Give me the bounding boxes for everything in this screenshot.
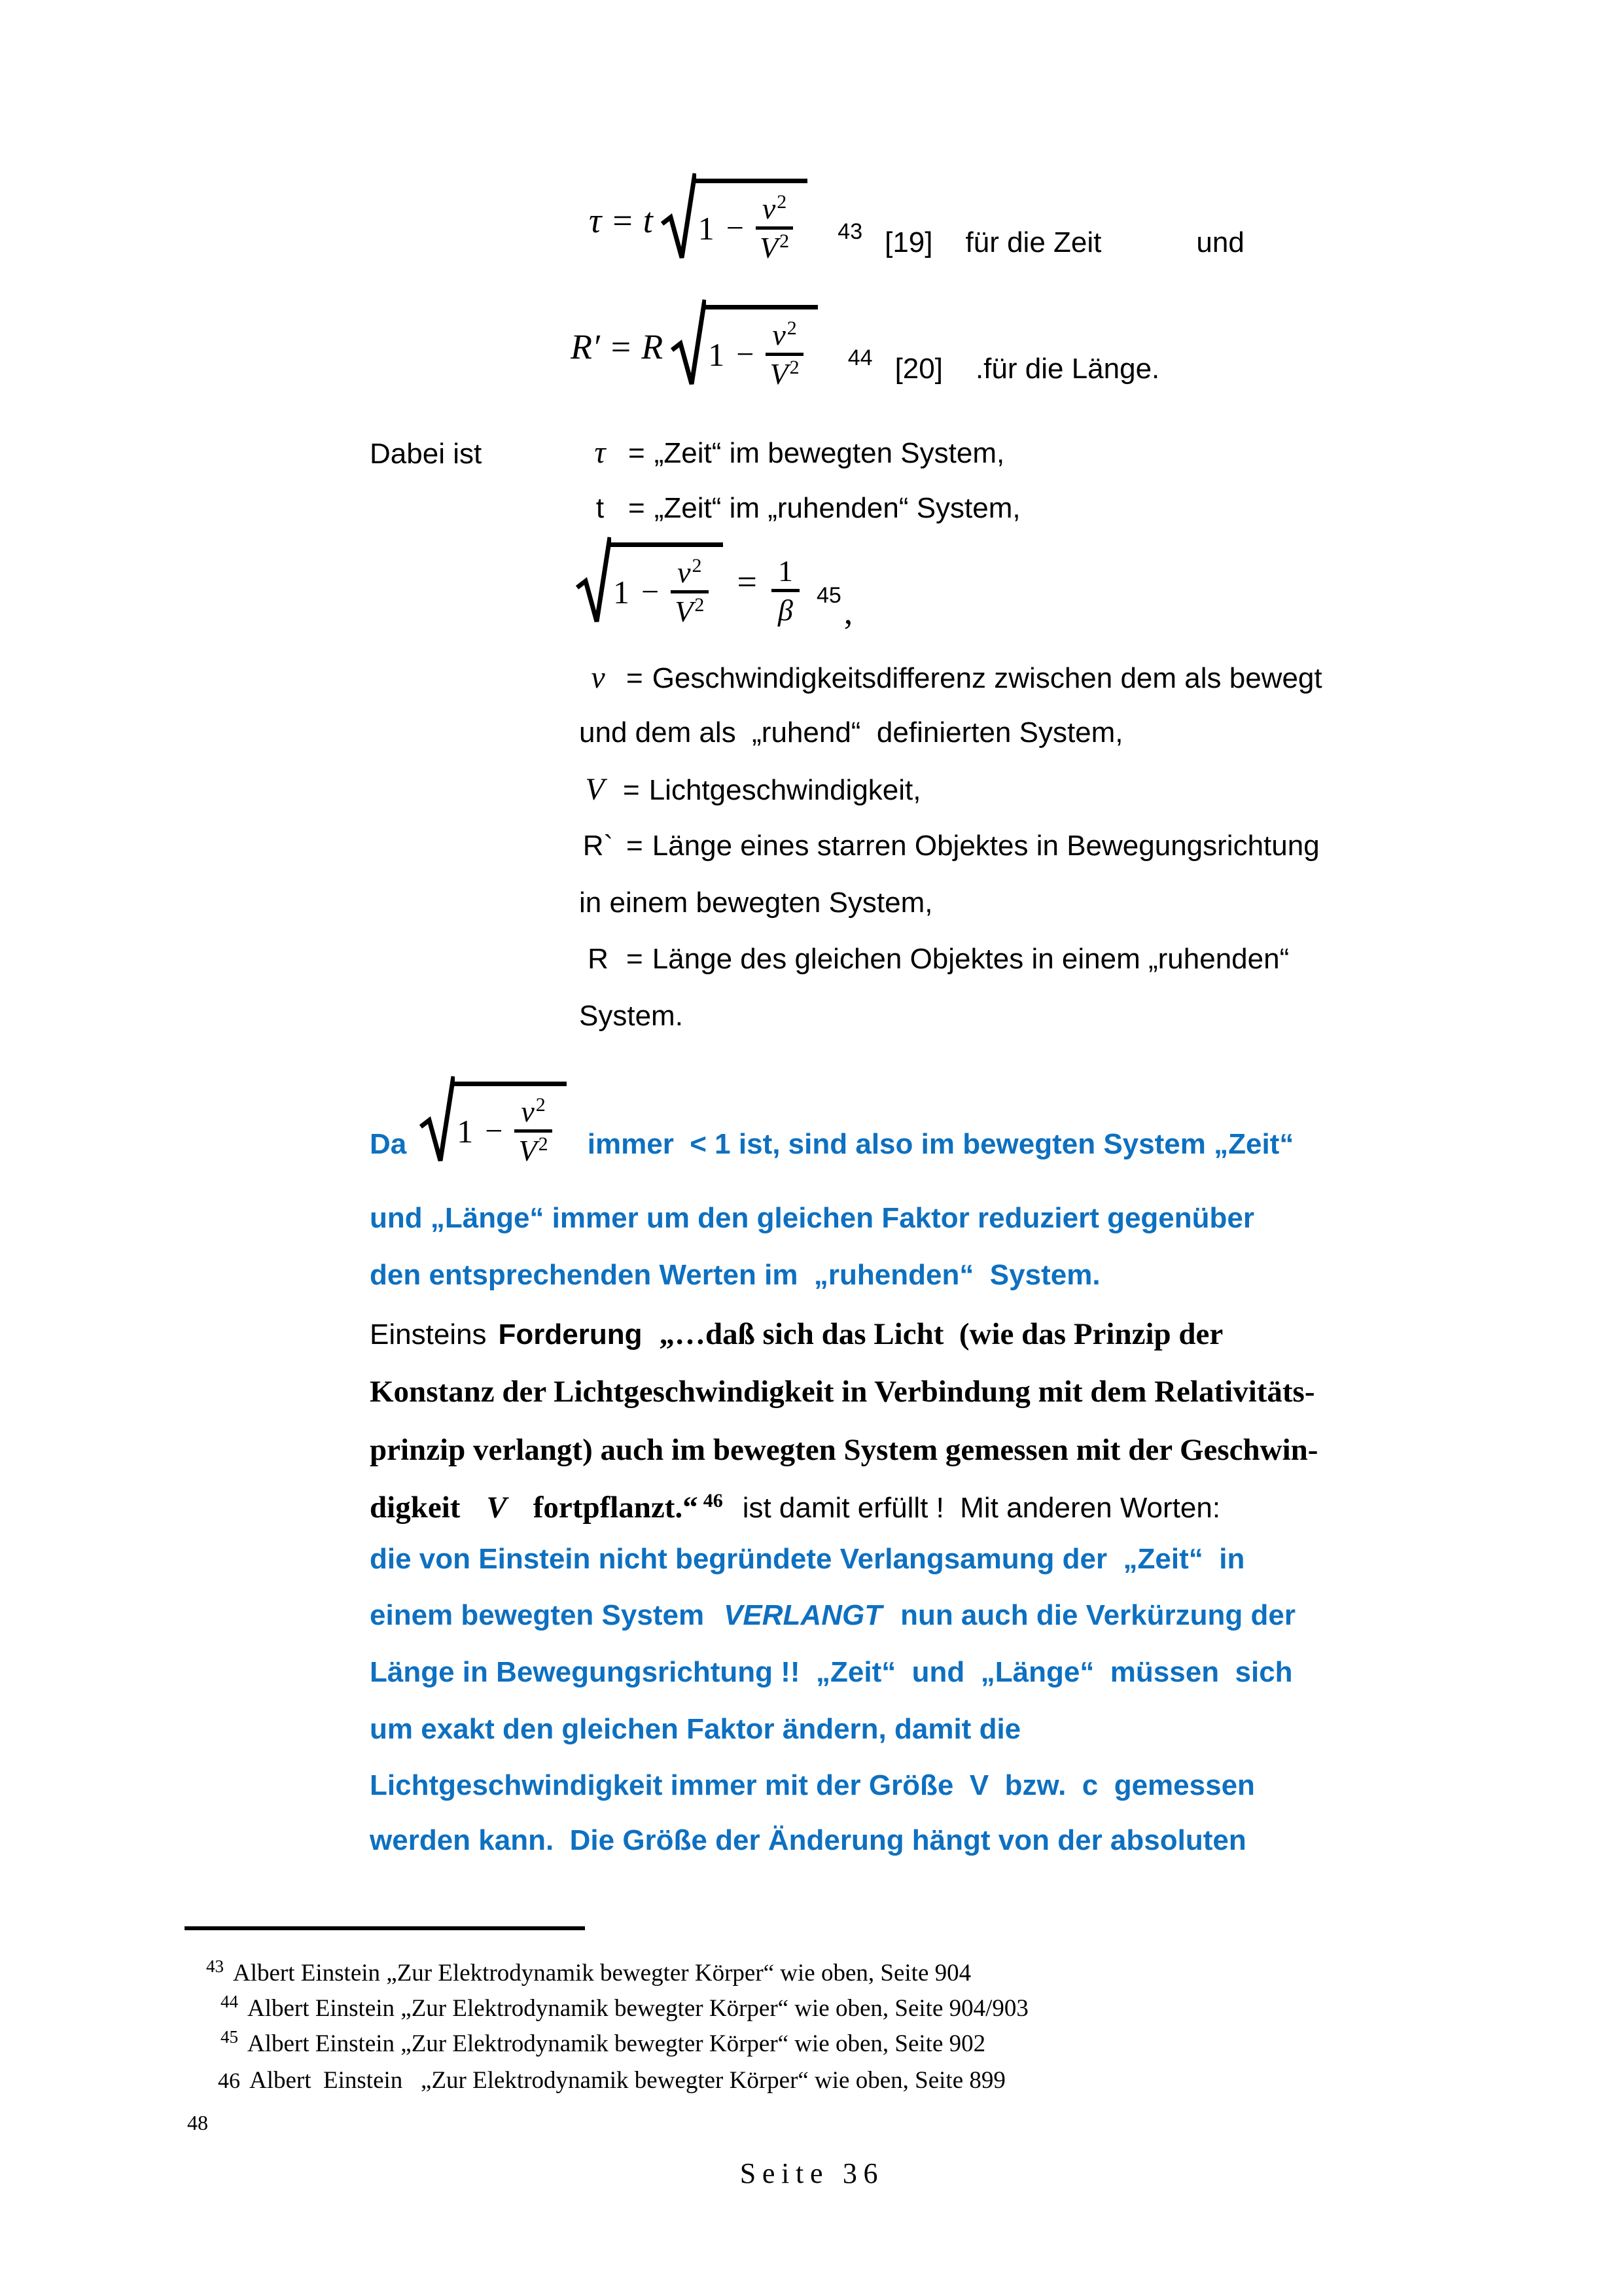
fraction-numerator: $v^2$ bbox=[756, 192, 793, 230]
definition-row-V: V = Lichtgeschwindigkeit, bbox=[576, 774, 921, 805]
footnote-marker: 44 bbox=[221, 1992, 238, 2011]
fraction bbox=[756, 192, 793, 264]
blue-paragraph-1-line-3: den entsprechenden Werten im „ruhenden“ System. bbox=[370, 1259, 1101, 1291]
equation-ref: [19] bbox=[885, 226, 933, 258]
formula-conjunction: und bbox=[1196, 226, 1244, 258]
footnote-marker: 43 bbox=[206, 1956, 224, 1976]
fraction bbox=[766, 319, 803, 391]
math-minus: − bbox=[726, 211, 744, 246]
symbol-t: t bbox=[595, 492, 605, 524]
math-one: 1 bbox=[697, 209, 715, 247]
orphan-footnote-marker: 48 bbox=[187, 2111, 208, 2134]
blue-paragraph-2-line-2: einem bewegten System VERLANGT nun auch die Verkürzung der bbox=[370, 1599, 1296, 1631]
math-one: 1 bbox=[708, 336, 725, 373]
fraction bbox=[671, 556, 708, 628]
radical-sign bbox=[419, 1074, 455, 1167]
definition-row-tau: τ = „Zeit“ im bewegten System, bbox=[581, 437, 1004, 468]
fraction-numerator: 1 bbox=[771, 555, 800, 593]
symbol-R: R bbox=[588, 943, 609, 975]
math-one: 1 bbox=[457, 1112, 474, 1150]
definition-row-R-prime: R` = Länge eines starren Objektes in Bewegungsrichtung bbox=[579, 832, 1320, 860]
footnote-45: $^{45}$ Albert Einstein „Zur Elektrodynamik bewegter Körper“ wie oben, Seite 902 bbox=[221, 2027, 986, 2057]
fraction-denominator: $V^2$ bbox=[760, 230, 790, 265]
footnote-46: 46 Albert Einstein „Zur Elektrodynamik bewegter Körper“ wie oben, Seite 899 bbox=[218, 2067, 1006, 2094]
square-root bbox=[671, 298, 818, 391]
symbol-v: v bbox=[591, 660, 605, 695]
square-root bbox=[661, 171, 808, 264]
symbol-tau: τ bbox=[594, 435, 606, 470]
definition-row-R: R = Länge des gleichen Objektes in einem „ruhenden“ bbox=[579, 945, 1289, 974]
symbol-V: V bbox=[585, 772, 605, 807]
formula-caption: .für die Länge. bbox=[975, 353, 1160, 385]
einstein-paragraph-line-1 bbox=[370, 1319, 1223, 1350]
radicand bbox=[694, 179, 808, 264]
definition-row-R-prime-continued: in einem bewegten System, bbox=[579, 887, 933, 919]
blue-paragraph-2-line-3: Länge in Bewegungsrichtung !! „Zeit“ und „Länge“ müssen sich bbox=[370, 1656, 1293, 1688]
radical-sign bbox=[661, 171, 696, 264]
quote-text: „…daß sich das Licht (wie das Prinzip der bbox=[659, 1317, 1224, 1351]
footnote-43: $^{43}$ Albert Einstein „Zur Elektrodynamik bewegter Körper“ wie oben, Seite 904 bbox=[206, 1956, 972, 1987]
symbol-V: V bbox=[486, 1491, 507, 1525]
comma: , bbox=[843, 592, 853, 631]
fraction-denominator: $V^2$ bbox=[675, 594, 705, 629]
blue-paragraph-2-line-5: Lichtgeschwindigkeit immer mit der Größe V bzw. c gemessen bbox=[370, 1769, 1255, 1801]
definition-row-t: t = „Zeit“ im „ruhenden“ System, bbox=[581, 494, 1021, 523]
math-minus: − bbox=[641, 574, 660, 610]
plain-text: ist damit erfüllt ! Mit anderen Worten: bbox=[742, 1492, 1221, 1524]
blue-text: immer < 1 ist, sind also im bewegten System „Zeit“ bbox=[587, 1128, 1294, 1160]
radicand bbox=[704, 305, 818, 391]
radicand bbox=[609, 542, 723, 628]
footnote-marker: 45 bbox=[816, 583, 841, 608]
formula-beta bbox=[576, 535, 853, 631]
definition-row-R-continued: System. bbox=[579, 1000, 683, 1032]
math-minus: − bbox=[485, 1114, 503, 1149]
footnote-44: $^{44}$ Albert Einstein „Zur Elektrodynamik bewegter Körper“ wie oben, Seite 904/903 bbox=[221, 1992, 1029, 2022]
radical-sign bbox=[671, 298, 706, 391]
symbol-R-prime: R` bbox=[582, 830, 614, 862]
radical-sign bbox=[576, 535, 611, 628]
einstein-paragraph-line-2: Konstanz der Lichtgeschwindigkeit in Verbindung mit dem Relativitäts- bbox=[370, 1375, 1315, 1409]
definition-row-v: v = Geschwindigkeitsdifferenz zwischen dem als bewegt bbox=[579, 662, 1322, 694]
formula-lhs: R′ = R bbox=[571, 327, 663, 366]
footnote-marker: 43 bbox=[838, 219, 863, 244]
footnote-marker: 44 bbox=[847, 345, 873, 370]
fraction-denominator: β bbox=[778, 593, 793, 627]
fraction-denominator: $V^2$ bbox=[769, 357, 800, 391]
fraction bbox=[771, 555, 800, 627]
fraction-numerator: $v^2$ bbox=[514, 1095, 552, 1133]
footnote-marker: 46 bbox=[703, 1490, 723, 1511]
math-equals: = bbox=[737, 562, 757, 601]
plain-text: Einsteins bbox=[370, 1318, 487, 1351]
footnote-marker: 46 bbox=[218, 2069, 240, 2093]
equation-ref: [20] bbox=[894, 353, 943, 385]
blue-paragraph-1-line-2: und „Länge“ immer um den gleichen Faktor reduziert gegenüber bbox=[370, 1202, 1254, 1234]
math-minus: − bbox=[736, 337, 754, 372]
blue-text: Da bbox=[370, 1128, 407, 1160]
blue-paragraph-2-line-6: werden kann. Die Größe der Änderung hängt von der absoluten bbox=[370, 1824, 1246, 1856]
bold-text: Forderung bbox=[498, 1318, 643, 1351]
definitions-intro: Dabei ist bbox=[370, 438, 482, 470]
fraction bbox=[514, 1095, 552, 1167]
fraction-numerator: $v^2$ bbox=[766, 319, 803, 357]
formula-time-dilation bbox=[589, 171, 1244, 264]
blue-paragraph-2-line-1: die von Einstein nicht begründete Verlangsamung der „Zeit“ in bbox=[370, 1543, 1245, 1575]
footnote-marker: 45 bbox=[221, 2027, 238, 2047]
fraction-numerator: $v^2$ bbox=[671, 556, 708, 594]
blue-paragraph-1-line-1 bbox=[370, 1074, 1294, 1167]
square-root bbox=[576, 535, 723, 628]
radicand bbox=[453, 1082, 567, 1167]
einstein-paragraph-line-3: prinzip verlangt) auch im bewegten System gemessen mit der Geschwin- bbox=[370, 1433, 1318, 1467]
emphasized-word: VERLANGT bbox=[724, 1599, 883, 1631]
footnote-separator bbox=[185, 1926, 585, 1930]
blue-paragraph-2-line-4: um exakt den gleichen Faktor ändern, damit die bbox=[370, 1713, 1021, 1745]
formula-length-contraction bbox=[571, 298, 1159, 391]
fraction-denominator: $V^2$ bbox=[518, 1133, 548, 1168]
formula-caption: für die Zeit bbox=[965, 226, 1102, 258]
definition-row-v-continued: und dem als „ruhend“ definierten System, bbox=[579, 716, 1123, 749]
page-number: Seite 36 bbox=[739, 2157, 885, 2189]
square-root bbox=[419, 1074, 567, 1167]
einstein-paragraph-line-4: digkeit V fortpflanzt.“ 46 ist damit erfüllt ! Mit anderen Worten: bbox=[370, 1490, 1221, 1525]
formula-lhs: τ = t bbox=[589, 201, 653, 240]
math-one: 1 bbox=[613, 573, 629, 610]
